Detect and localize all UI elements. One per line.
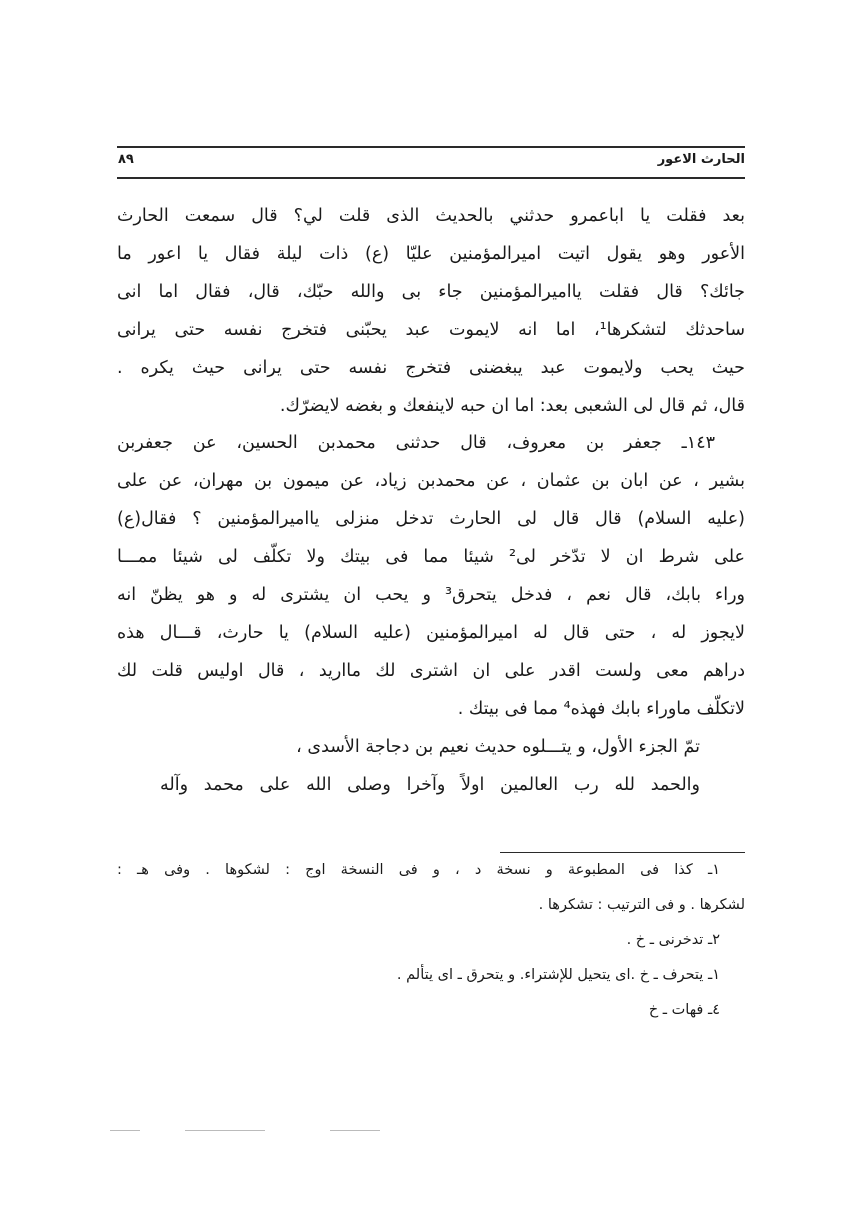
header-top-rule xyxy=(117,146,745,148)
footnote-line: لشكرها . و فى الترتيب : تشكرها . xyxy=(538,897,745,913)
header-bottom-rule xyxy=(117,177,745,179)
scan-artifact xyxy=(185,1130,265,1131)
footnote-line: ١ـ يتحرف ـ خ .اى يتحيل للإشتراء. و يتحرق ـ اى يتألم . xyxy=(396,967,720,983)
footnote-line: ١ـ كذا فى المطبوعة و نسخة د ، و فى النسخة اوج : لشكوها . وفى هـ : xyxy=(117,862,720,878)
text-line: قال، ثم قال لى الشعبى بعد: اما ان حبه لاينفعك و بغضه لايضرّك. xyxy=(279,396,745,416)
footnote-separator xyxy=(500,852,745,853)
running-header-title: الحارث الاعور xyxy=(657,152,745,167)
page-number: ٨٩ xyxy=(118,152,134,167)
text-line: بعد فقلت يا اباعمرو حدثني بالحديث الذى قلت لي؟ قال سمعت الحارث xyxy=(117,206,745,226)
text-line: (عليه السلام) قال قال لى الحارث تدخل منزلى يااميرالمؤمنين ؟ فقال(ع) xyxy=(117,509,745,529)
text-line: جائك؟ قال فقلت يااميرالمؤمنين جاء بى والله حبّك، قال، فقال اما انى xyxy=(117,282,745,302)
text-line: ساحدثك لتشكرها¹، اما انه لايموت عبد يحبّنى فتخرج نفسه حتى يرانى xyxy=(117,320,745,340)
footnote-line: ٢ـ تدخرنى ـ خ . xyxy=(626,932,720,948)
text-line: بشير ، عن ابان بن عثمان ، عن محمدبن زياد، عن ميمون بن مهران، عن على xyxy=(117,471,745,491)
text-line: حيث يحب ولايموت عبد يبغضنى فتخرج نفسه حتى يرانى حيث يكره . xyxy=(117,358,745,378)
scan-artifact xyxy=(110,1130,140,1131)
text-line: تمّ الجزء الأول، و يتـــلوه حديث نعيم بن دجاجة الأسدى ، xyxy=(296,737,700,757)
text-line: الأعور وهو يقول اتيت اميرالمؤمنين عليّا (ع) ذات ليلة فقال يا اعور ما xyxy=(117,244,745,264)
text-line: لاتكلّف ماوراء بابك فهذه⁴ مما فى بيتك . xyxy=(457,699,745,719)
text-line: والحمد لله رب العالمين اولاً وآخرا وصلى الله على محمد وآله xyxy=(160,775,700,795)
text-line: على شرط ان لا تدّخر لى² شيئا مما فى بيتك ولا تكلّف لى شيئا ممـــا xyxy=(117,547,745,567)
text-line: ١٤٣ـ جعفر بن معروف، قال حدثنى محمدبن الحسين، عن جعفربن xyxy=(117,433,715,453)
footnote-line: ٤ـ فهات ـ خ xyxy=(648,1002,720,1018)
text-line: دراهم معى ولست اقدر على ان اشترى لك مااريد ، قال اوليس قلت لك xyxy=(117,661,745,681)
text-line: وراء بابك، قال نعم ، فدخل يتحرق³ و يحب ان يشترى له و هو يظنّ انه xyxy=(117,585,746,605)
scan-artifact xyxy=(330,1130,380,1131)
text-line: لايجوز له ، حتى قال له اميرالمؤمنين (عليه السلام) يا حارث، قـــال هذه xyxy=(117,623,745,643)
